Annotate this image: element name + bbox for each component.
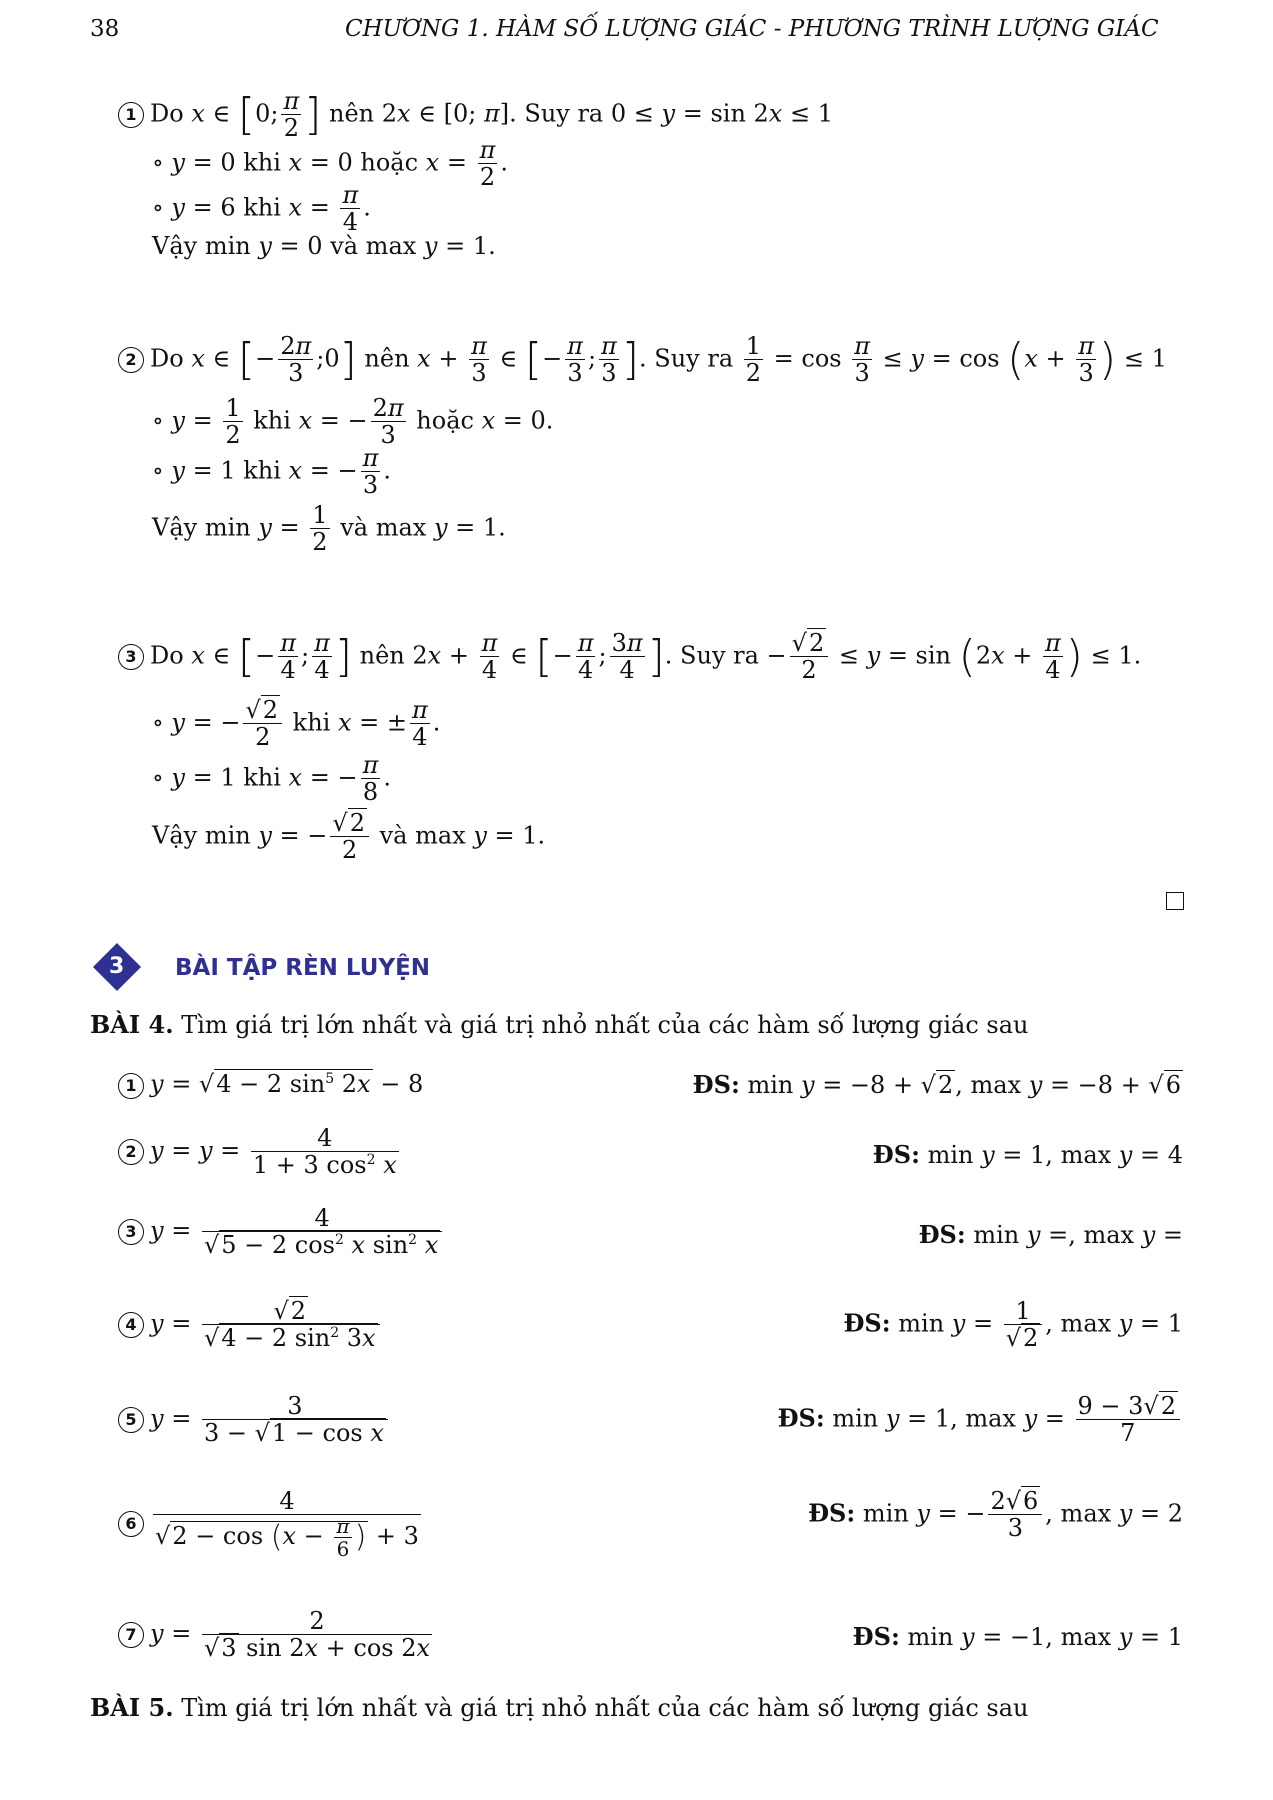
solution-3-line-1: 3 Do x ∈ [− $\frac{\pi}{4}$ ; $\frac{\pi}{4}$ ] nên 2x + $\frac{\pi}{4}$ ∈ [− $\frac{\pi}{4}$ ; $\frac{3\pi}{4}$ ]. Suy ra − $\frac{√2}{2}$ ≤ y = sin (2x + $\frac{\pi}{4}$ ) ≤ 1. — [118, 630, 1141, 684]
exercise-5-func: 5 y = $\frac{3}{\text{3 − √1 − cos x}}$ — [118, 1393, 391, 1447]
solution-3-conclusion: Vậy min y = − $\frac{√2}{2}$ và max y = 1. — [152, 809, 546, 865]
item-number: 7 — [118, 1622, 144, 1648]
solution-3-line-2: ∘ y = − $\frac{√2}{2}$ khi x = ± $\frac{\pi}{4}$ . — [152, 696, 441, 752]
exercise-6-func: 6 4 √2 − cos (x − $\frac{\pi}{6}$ ) + 3 — [118, 1488, 424, 1560]
exercise-7-answer: ĐS: min y = −1, max y = 1 — [852, 1622, 1183, 1651]
item-number: 1 — [118, 1073, 144, 1099]
page-number: 38 — [90, 16, 120, 42]
ds-label: ĐS: — [852, 1622, 900, 1651]
bai5-label: BÀI 5. — [90, 1693, 174, 1722]
exercise-3-answer: ĐS: min y =, max y = — [918, 1220, 1183, 1249]
ds-label: ĐS: — [692, 1070, 740, 1099]
exercise-2-func: 2 y = y = $\frac{4}{1 + 3 \cos^2 x}$ — [118, 1125, 402, 1179]
item-number: 3 — [118, 1219, 144, 1245]
item-number: 5 — [118, 1407, 144, 1433]
ds-label: ĐS: — [808, 1498, 856, 1528]
bai5-text: Tìm giá trị lớn nhất và giá trị nhỏ nhất của các hàm số lượng giác sau — [181, 1694, 1029, 1722]
item-number: 2 — [118, 347, 144, 373]
chapter-title: CHƯƠNG 1. HÀM SỐ LƯỢNG GIÁC - PHƯƠNG TRÌNH LƯỢNG GIÁC — [345, 16, 1159, 42]
ds-label: ĐS: — [777, 1403, 825, 1433]
solution-2-line-2: ∘ y = $\frac{1}{2}$ khi x = − $\frac{2\pi}{3}$ hoặc x = 0. — [152, 394, 554, 450]
exercise-4-answer: ĐS: min y = $\frac{1}{√2}$ , max y = 1 — [843, 1297, 1183, 1353]
item-number: 4 — [118, 1312, 144, 1338]
ds-label: ĐS: — [843, 1308, 891, 1338]
solution-1-line-1: 1 Do x ∈ [0; $\frac{\pi}{2}$ ] nên 2x ∈ [0; π]. Suy ra 0 ≤ y = sin 2x ≤ 1 — [118, 88, 833, 142]
qed-box — [1166, 892, 1184, 910]
ds-label: ĐS: — [918, 1220, 966, 1249]
exercise-4-func: 4 y = $\frac{√2}{√4 - 2 \sin^2 3x}$ — [118, 1298, 383, 1352]
item-number: 3 — [118, 644, 144, 670]
exercise-1-func: 1 y = √4 − 2 $\sin^5 2x - 8$ — [118, 1070, 423, 1099]
section-number: 3 — [109, 954, 125, 979]
section-title: BÀI TẬP RÈN LUYỆN — [175, 955, 431, 981]
ds-label: ĐS: — [872, 1140, 920, 1169]
item-number: 2 — [118, 1139, 144, 1165]
exercise-5-answer: ĐS: min y = 1, max y = $\frac{9 - 3√2}{7}$ — [778, 1393, 1183, 1447]
exercise-7-func: 7 y = $\frac{2}{√3 \sin 2x + \cos 2x}$ — [118, 1608, 435, 1662]
solution-2-line-3: ∘ y = 1 khi x = − $\frac{\pi}{3}$ . — [152, 444, 391, 500]
exercise-3-func: 3 y = $\frac{4}{√5 - 2 \cos^2 x \sin^2 x}$ — [118, 1205, 445, 1259]
bai4-label: BÀI 4. — [90, 1010, 174, 1039]
bai4-text: Tìm giá trị lớn nhất và giá trị nhỏ nhất của các hàm số lượng giác sau — [181, 1011, 1029, 1039]
solution-1-line-2: ∘ y = 0 khi x = 0 hoặc x = $\frac{\pi}{2}$ . — [152, 136, 508, 192]
solution-2-conclusion: Vậy min y = $\frac{1}{2}$ và max y = 1. — [152, 501, 506, 557]
solution-2-line-1: 2 Do x ∈ [− $\frac{2\pi}{3}$ ;0] nên x + $\frac{\pi}{3}$ ∈ [− $\frac{\pi}{3}$ ; $\frac{\pi}{3}$ ]. Suy ra $\frac{1}{2}$ = cos $\frac{\pi}{3}$ ≤ y = cos (x + $\frac{\pi}{3}$ ) ≤ 1 — [118, 333, 1167, 387]
solution-3-line-3: ∘ y = 1 khi x = − $\frac{\pi}{8}$ . — [152, 751, 391, 807]
solution-1-line-3: ∘ y = 6 khi x = $\frac{\pi}{4}$ . — [152, 181, 371, 237]
bai5-prompt — [90, 1693, 1029, 1722]
bai4-prompt — [90, 1010, 1029, 1039]
exercise-1-answer: ĐS: min y = −8 + √2, max y = −8 + √6 — [692, 1070, 1181, 1099]
item-number: 6 — [118, 1511, 144, 1537]
exercise-6-answer: ĐS: min y = − $\frac{2√6}{3}$ , max y = 2 — [808, 1487, 1183, 1543]
exercise-2-answer: ĐS: min y = 1, max y = 4 — [872, 1140, 1183, 1169]
item-number: 1 — [118, 102, 144, 128]
solution-1-conclusion: Vậy min y = 0 và max y = 1. — [152, 232, 496, 260]
